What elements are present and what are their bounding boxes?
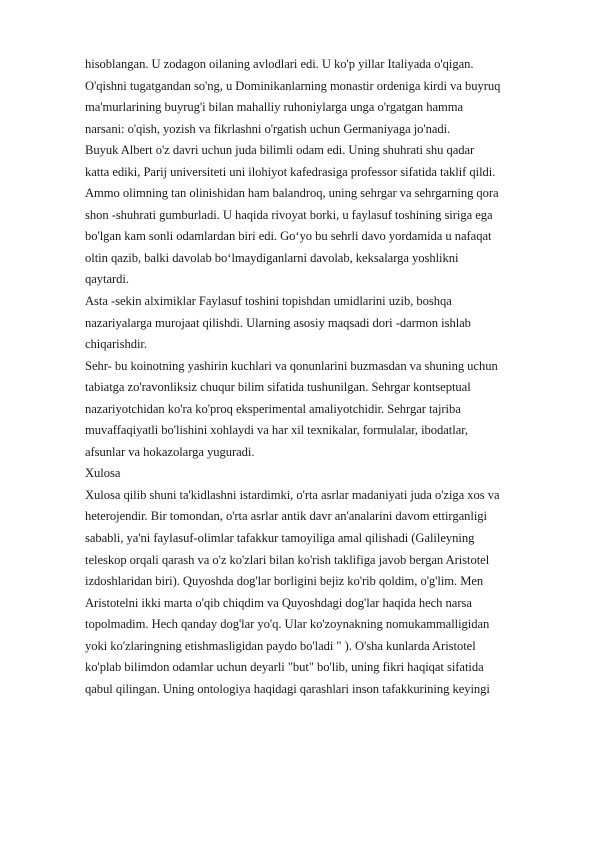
text-line: hisoblangan. U zodagon oilaning avlodlari edi. U ko'p yillar Italiyada o'qigan.: [85, 57, 474, 71]
text-line: yoki ko'zlaringning etishmasligidan paydo bo'ladi " ). O'sha kunlarda Aristotel: [85, 638, 476, 653]
body-text: [85, 54, 553, 700]
text-line: sababli, ya'ni faylasuf-olimlar tafakkur tamoyiliga amal qilishadi (Galileyning: [85, 531, 475, 546]
text-line: teleskop orqali qarash va o'z ko'zlari bilan ko'rish taklifiga javob bergan Aristotel: [85, 552, 490, 567]
text-line: Sehr- bu koinotning yashirin kuchlari va qonunlarini buzmasdan va shuning uchun: [85, 358, 498, 373]
text-line: katta ediki, Parij universiteti uni ilohiyot kafedrasiga professor sifatida taklif qildi.: [85, 164, 496, 179]
text-line: afsunlar va hokazolarga yuguradi.: [85, 444, 255, 459]
text-line: Asta -sekin alximiklar Faylasuf toshini topishdan umidlarini uzib, boshqa: [85, 294, 452, 309]
text-line: ma'murlarining buyrug'i bilan mahalliy ruhoniylarga unga o'rgatgan hamma: [85, 100, 464, 115]
text-line: Aristotelni ikki marta o'qib chiqdim va Quyoshdagi dog'lar haqida hech narsa: [85, 595, 472, 610]
section-heading: Xulosa: [85, 466, 121, 481]
text-line: narsani: o'qish, yozish va fikrlashni o'rgatish uchun Germaniyaga jo'nadi.: [85, 121, 451, 136]
text-line: nazariyotchidan ko'ra ko'proq eksperimental amaliyotchidir. Sehrgar tajriba: [85, 401, 461, 416]
text-line: O'qishni tugatgandan so'ng, u Dominikanlarning monastir ordeniga kirdi va buyruq: [85, 78, 501, 93]
text-line: nazariyalarga murojaat qilishdi. Ularning asosiy maqsadi dori -darmon ishlab: [85, 315, 471, 330]
text-line: Buyuk Albert o'z davri uchun juda bilimli odam edi. Uning shuhrati shu qadar: [85, 143, 475, 158]
text-line: Ammo olimning tan olinishidan ham balandroq, uning sehrgar va sehrgarning qora: [85, 186, 499, 201]
text-line: Xulosa qilib shuni ta'kidlashni istardimki, o'rta asrlar madaniyati juda o'ziga xos va: [85, 487, 500, 502]
text-line: muvaffaqiyatli bo'lishini xohlaydi va har xil texnikalar, formulalar, ibodatlar,: [85, 423, 468, 438]
text-line: izdoshlaridan biri). Quyoshda dog'lar borligini bejiz ko'rib qoldim, o'g'lim. Men: [85, 574, 484, 589]
text-line: tabiatga zo'ravonliksiz chuqur bilim sifatida tushunilgan. Sehrgar kontseptual: [85, 380, 471, 395]
text-line: bo'lgan kam sonli odamlardan biri edi. Go‘yo bu sehrli davo yordamida u nafaqat: [85, 229, 492, 244]
text-line: shon -shuhrati gumburladi. U haqida rivoyat borki, u faylasuf toshining siriga ega: [85, 207, 493, 222]
text-line: topolmadim. Hech qanday dog'lar yo'q. Ular ko'zoynakning nomukammalligidan: [85, 617, 490, 632]
text-line: qaytardi.: [85, 272, 129, 287]
text-line: ko'plab bilimdon odamlar uchun deyarli "but" bo'lib, uning fikri haqiqat sifatida: [85, 660, 484, 675]
text-line: heterojendir. Bir tomondan, o'rta asrlar antik davr an'analarini davom ettirganligi: [85, 509, 487, 524]
text-line: oltin qazib, balki davolab bo‘lmaydiganlarni davolab, keksalarga yoshlikni: [85, 250, 459, 265]
text-line: chiqarishdir.: [85, 337, 147, 352]
text-line: qabul qilingan. Uning ontologiya haqidagi qarashlari inson tafakkurining keyingi: [85, 681, 490, 696]
